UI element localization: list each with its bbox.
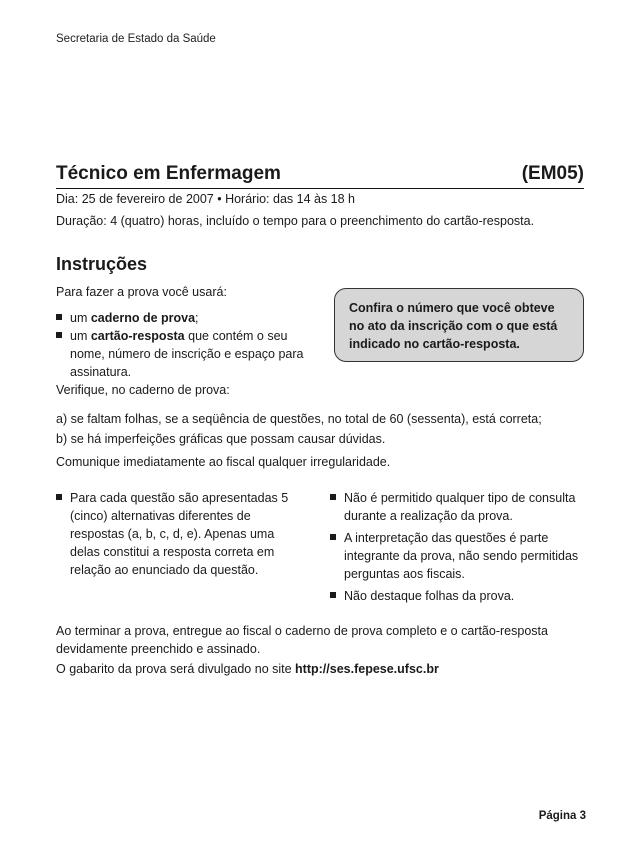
exam-title: Técnico em Enfermagem: [56, 163, 281, 184]
instructions-heading: Instruções: [56, 254, 148, 274]
list-item: a) se faltam folhas, se a seqüência de questões, no total de 60 (sessenta), está correta;: [56, 412, 542, 426]
list-item: b) se há imperfeições gráficas que possam causar dúvidas.: [56, 432, 386, 446]
material-name: cartão-resposta: [90, 329, 185, 343]
rules-right-column: [330, 489, 590, 609]
title-bar: [56, 163, 584, 189]
square-bullet-icon: [330, 494, 336, 500]
answer-key-link[interactable]: http://ses.fepese.ufsc.br: [295, 662, 439, 676]
exam-date-time: Dia: 25 de fevereiro de 2007 • Horário: das 14 às 18 h: [56, 192, 356, 206]
list-item: Para cada questão são apresentadas 5 (cinco) alternativas diferentes de respostas (a, b, c, d, e). Apenas uma delas constitui a resposta correta em relação ao enunciado da questão.: [56, 489, 306, 579]
instructions-intro: Para fazer a prova você usará:: [56, 285, 227, 299]
page-number: Página 3: [538, 810, 586, 822]
rules-left-column: [56, 489, 306, 579]
closing-paragraph: Ao terminar a prova, entregue ao fiscal o caderno de prova completo e o cartão-resposta devidamente preenchido e assinado.: [56, 624, 548, 656]
square-bullet-icon: [56, 314, 62, 320]
square-bullet-icon: [330, 534, 336, 540]
list-item: A interpretação das questões é parte integrante da prova, não sendo permitidas perguntas aos fiscais.: [330, 529, 590, 583]
exam-code: (EM05): [521, 163, 584, 184]
materials-list: [56, 309, 316, 381]
answer-key-note: O gabarito da prova será divulgado no site http://ses.fepese.ufsc.br: [56, 662, 439, 676]
list-item: Não é permitido qualquer tipo de consulta durante a realização da prova.: [330, 489, 590, 525]
verify-intro: Verifique, no caderno de prova:: [56, 383, 230, 397]
list-item: um caderno de prova;: [56, 309, 316, 327]
square-bullet-icon: [330, 592, 336, 598]
communicate-note: Comunique imediatamente ao fiscal qualquer irregularidade.: [56, 455, 391, 469]
header-organization: Secretaria de Estado da Saúde: [56, 33, 216, 45]
material-name: caderno de prova: [90, 311, 196, 325]
verification-list: [56, 409, 542, 449]
list-item: um cartão-resposta que contém o seu nome, número de inscrição e espaço para assinatura.: [56, 327, 316, 381]
square-bullet-icon: [56, 494, 62, 500]
exam-duration: Duração: 4 (quatro) horas, incluído o tempo para o preenchimento do cartão-resposta.: [56, 214, 535, 228]
list-item: Não destaque folhas da prova.: [330, 587, 590, 605]
square-bullet-icon: [56, 332, 62, 338]
notice-box: Confira o número que você obteve no ato da inscrição com o que está indicado no cartão-resposta.: [334, 288, 584, 362]
